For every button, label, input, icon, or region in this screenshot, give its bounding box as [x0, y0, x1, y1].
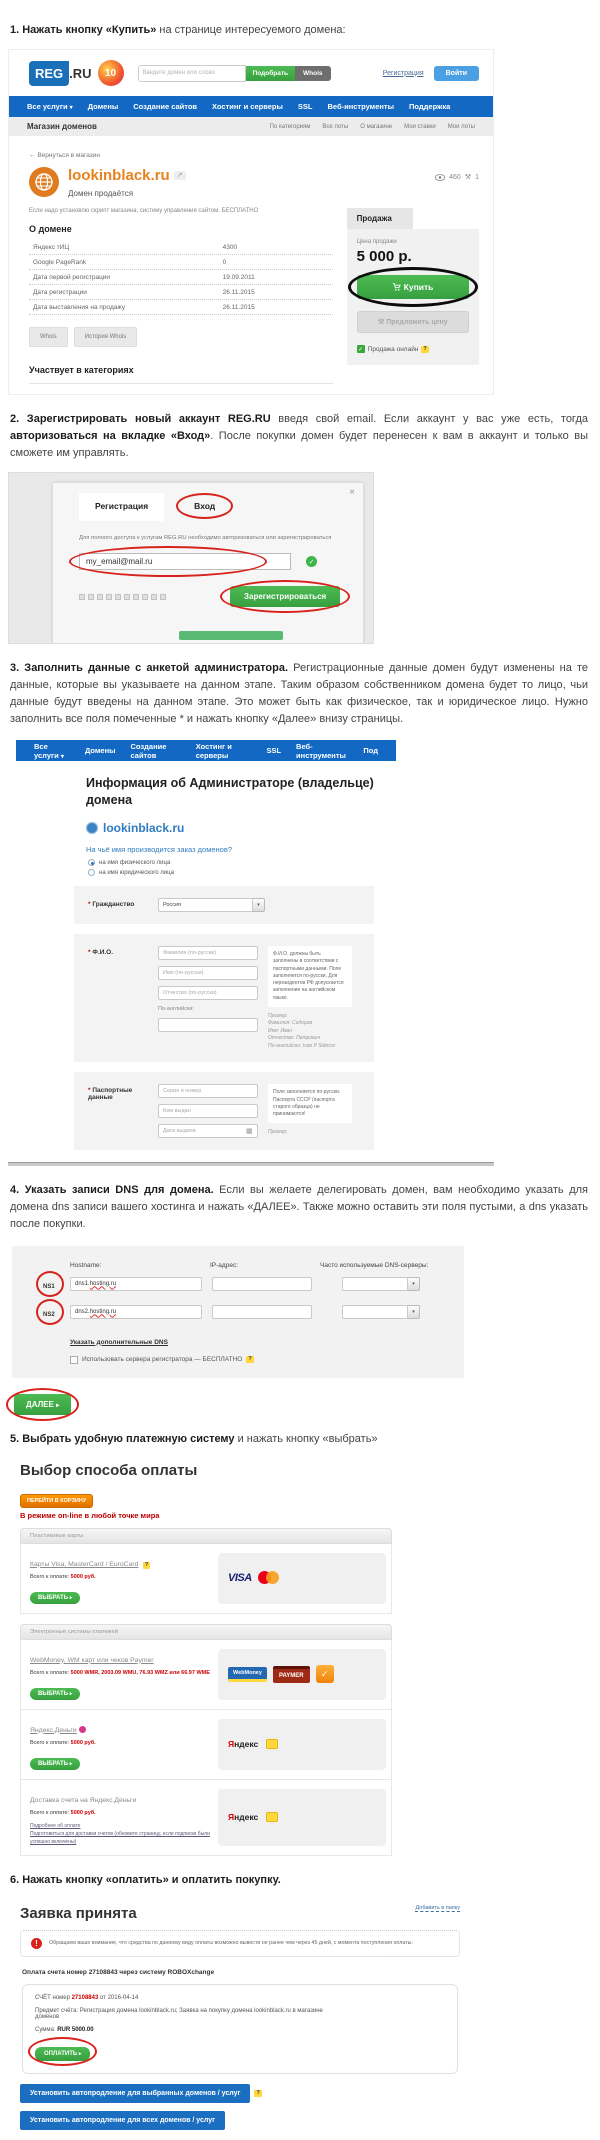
nav-site-builder[interactable]: Создание сайтов: [133, 102, 198, 112]
screenshot-order: [8, 1905, 590, 2130]
auth-info-text: Для полного доступа к услугам REG.RU необходимо авторизоваться или зарегистрироваться: [79, 535, 332, 542]
offer-price-button[interactable]: ⚒ Предложить цену: [357, 311, 469, 333]
invoice-number-line: СЧЁТ номер 27108843 от 2016-04-14: [35, 1994, 139, 2001]
main-nav: [16, 740, 396, 761]
pay-button[interactable]: ОПЛАТИТЬ ▸: [35, 2047, 90, 2061]
citizenship-select[interactable]: Россия ▾: [158, 898, 265, 912]
screenshot-payment: [8, 1462, 590, 1856]
step-1-text: 1. Нажать кнопку «Купить» на странице интересуемого домена:: [10, 24, 346, 36]
fio-help-text: Ф.И.О. должны быть заполнены в соответствии с паспортными данными. Поле заполняется по-русски. Для нерезидентов РФ допускается заполнение на английском языке.: [268, 946, 352, 1007]
anniversary-badge-icon: 10: [98, 60, 124, 86]
globe-icon: [29, 167, 59, 197]
total-amount: 5000 руб.: [70, 1739, 96, 1746]
search-input[interactable]: Введите домен или слово: [138, 65, 246, 82]
passport-help-text: Поле заполняется по-русски. Паспорта СССР (паспорта старого образца) не принимаются!: [268, 1084, 352, 1123]
question-badge-icon[interactable]: ?: [423, 345, 427, 352]
whois-info-button[interactable]: Whois: [29, 327, 68, 347]
yandex-money-link[interactable]: Яндекс.Деньги: [30, 1726, 77, 1734]
payment-heading: Выбор способа оплаты: [20, 1461, 198, 1479]
nav-web-tools[interactable]: Веб-инструменты: [327, 102, 394, 112]
group-e-payments: Электронные системы платежей: [20, 1624, 392, 1640]
choose-button[interactable]: ВЫБРАТЬ ▸: [30, 1592, 80, 1604]
auth-modal: [53, 483, 363, 643]
invoice-payment-heading: Оплата счета номер 27108843 через систему ROBOXchange: [22, 1968, 215, 1976]
regru-logo-ru: .RU: [69, 65, 92, 81]
back-to-shop-link[interactable]: ← Вернуться в магазин: [29, 152, 100, 160]
ns1-label: NS1: [43, 1283, 55, 1290]
arrow-right-icon: ▸: [69, 1691, 73, 1697]
online-sale-row: ✓ Продажа онлайн ?: [358, 345, 427, 353]
autorenew-selected-button[interactable]: Установить автопродление для выбранных доменов / услуг: [20, 2084, 250, 2103]
step-5-text: 5. Выбрать удобную платежную систему и нажать кнопку «выбрать»: [10, 1432, 378, 1445]
chevron-down-icon: ▾: [253, 898, 265, 912]
payment-details-link[interactable]: Подробнее об оплате: [30, 1822, 81, 1829]
nav-hosting[interactable]: Хостинг и серверы: [212, 102, 283, 112]
payment-item-invoice-delivery: Доставка счета на Яндекс.Деньги Всего к оплате: 5000 руб. Подробнее об оплате Подготовиться для доставки счетов (обновите страницу, если подписки были успешно включены) Яндекс: [20, 1780, 392, 1856]
table-row: Дата выставления на продажу 26.11.2015: [29, 300, 333, 315]
login-button[interactable]: Войти: [434, 66, 479, 81]
domain-search: [138, 65, 331, 82]
group-plastic-cards: Пластиковые карты: [20, 1528, 392, 1544]
dns-row-ns2: [40, 1303, 450, 1321]
price-label: Цена продажи: [356, 239, 397, 246]
invoice-delivery-label: Доставка счета на Яндекс.Деньги: [30, 1796, 137, 1804]
webmoney-link[interactable]: WebMoney, WM карт или чеков Paymer: [30, 1656, 154, 1664]
buy-button[interactable]: Купить: [357, 275, 469, 299]
total-amount: 5000 WMR, 2003.09 WMU, 76.93 WMZ или 66.97 WME: [70, 1669, 210, 1676]
paymer-logo: PAYMER: [273, 1666, 310, 1683]
shoplink-about[interactable]: О магазине: [360, 123, 393, 130]
step-2-text: 2. Зарегистрировать новый аккаунт REG.RU введя свой email. Если аккаунт у вас уже есть, тогда авторизоваться на вкладке «Вход». После покупки домен будет перенесен к вам в аккаунт и только вы сможете им управлять.: [10, 413, 588, 460]
order-accepted-heading: Заявка принята: [20, 1904, 137, 1922]
choose-button[interactable]: ВЫБРАТЬ ▸: [30, 1688, 80, 1700]
add-to-folder-link[interactable]: Добавить в папку: [415, 1904, 460, 1911]
cart-icon: [392, 283, 401, 291]
tab-login[interactable]: Вход: [190, 493, 219, 521]
question-badge-icon[interactable]: ?: [248, 1356, 252, 1363]
regru-logo: REG: [29, 61, 69, 86]
hammer-icon: ⚒: [377, 319, 385, 327]
register-button[interactable]: Зарегистрироваться: [230, 586, 340, 607]
yandex-logos: [218, 1719, 386, 1770]
screenshot-admin-form: [8, 740, 494, 1166]
mastercard-logo: [258, 1571, 280, 1585]
sale-price: 5 000 р.: [356, 248, 412, 266]
nav-all-services[interactable]: Все услуги ▾: [27, 102, 73, 112]
bids-count: 1: [475, 173, 479, 181]
radio-icon: [88, 859, 95, 866]
question-badge-icon[interactable]: ?: [144, 1561, 149, 1568]
passport-date-field[interactable]: Дата выдачи: [158, 1124, 258, 1138]
nav-domains[interactable]: Домены: [84, 746, 116, 756]
screenshot-register-modal: [8, 472, 374, 644]
payment-list: [20, 1528, 392, 1856]
nav-all-services[interactable]: Все услуги ▾: [34, 741, 64, 760]
background-button-fragment: [179, 631, 283, 640]
passport-example: Пример:: [268, 1129, 288, 1136]
email-field[interactable]: my_email@mail.ru: [79, 553, 291, 570]
ns2-ip-field[interactable]: [212, 1305, 312, 1319]
payment-subtitle: В режиме on-line в любой точке мира: [20, 1510, 160, 1520]
step-4-text: 4. Указать записи DNS для домена. Если вы желаете делегировать домен, вам необходимо указать для домена dns записи вашего хостинга и нажать «ДАЛЕЕ». Также можно оставить эти поля пустыми, а dns указать после покупки.: [10, 1184, 588, 1231]
payment-item-yandex-money: Яндекс.Деньги Всего к оплате: 5000 руб. ВЫБРАТЬ ▸ Яндекс: [20, 1710, 392, 1780]
arrow-right-icon: ▸: [78, 2051, 82, 2057]
nav-web-tools[interactable]: Веб-инструменты: [296, 741, 346, 760]
nav-ssl[interactable]: SSL: [297, 102, 313, 112]
radio-icon: [88, 869, 95, 876]
withdrawal-warning: ! Обращаем ваше внимание, что средства по данному виду оплаты возможно вывести не ранее чем через 45 дней, с момента поступления оплаты.: [20, 1930, 460, 1957]
passport-issuer-field[interactable]: Кем выдан: [158, 1104, 258, 1118]
invoice-box: [22, 1984, 458, 2074]
yandex-logo: Яндекс: [228, 1812, 259, 1823]
passport-block: * Паспортные данные Серия и номер Кем выдан Дата выдачи ▦ Поле заполняется по-русски. Паспорта СССР (паспорта старого образца) не принимаются! Пример:: [74, 1072, 374, 1150]
categories-heading: Участвует в категориях: [29, 365, 333, 384]
warning-icon: !: [31, 1938, 42, 1949]
ns2-common-select[interactable]: [342, 1305, 420, 1319]
go-to-cart-button[interactable]: ПЕРЕЙТИ В КОРЗИНУ: [20, 1494, 93, 1508]
about-domain-heading: О домене: [29, 224, 72, 235]
verified-badge-icon: ✓: [316, 1665, 334, 1683]
regru-header: [9, 50, 493, 96]
radio-individual[interactable]: на имя физического лица: [88, 859, 494, 866]
shoplink-my-bids[interactable]: Мои ставки: [404, 123, 436, 130]
external-link-icon[interactable]: ↗: [174, 171, 186, 180]
invoice-subject: Предмет счёта: Регистрация домена lookinblack.ru; Заявка на покупку домена lookinblack.ru в магазине доменов: [35, 2007, 323, 2020]
lastname-field[interactable]: Фамилия (по-русски): [158, 946, 258, 960]
step-6-text: 6. Нажать кнопку «оплатить» и оплатить покупку.: [10, 1873, 281, 1886]
domain-name: lookinblack.ru: [68, 167, 170, 185]
nav-domains[interactable]: Домены: [87, 102, 119, 112]
autorenew-all-button[interactable]: Установить автопродление для всех доменов / услуг: [20, 2111, 225, 2130]
ns1-hostname-field[interactable]: dns1.hosting.ru: [70, 1277, 202, 1291]
search-button[interactable]: Подобрать: [246, 66, 295, 81]
name-english-field[interactable]: [158, 1018, 258, 1032]
views-count: 460: [449, 173, 461, 181]
nav-ssl[interactable]: SSL: [266, 746, 282, 756]
yandex-logos: [218, 1789, 386, 1846]
visa-logo: VISA: [228, 1572, 252, 1585]
webmoney-logos: [218, 1649, 386, 1700]
table-row: Яндекс тИЦ 4300: [29, 240, 333, 255]
add-dns-link[interactable]: Указать дополнительные DNS: [70, 1338, 168, 1346]
seller-promo-text: Если надо установлю скрипт магазина, систему управления сайтом. БЕСПЛАТНО: [29, 208, 259, 215]
screenshot-domain-shop: [8, 49, 494, 395]
chevron-down-icon: ▾: [69, 105, 73, 112]
shop-subnav: [9, 117, 493, 136]
arrow-right-icon: ▸: [69, 1761, 73, 1767]
english-label: По-английски:: [158, 1006, 194, 1013]
whois-button[interactable]: Whois: [295, 66, 331, 81]
arrow-right-icon: ▸: [69, 1595, 73, 1601]
nav-support[interactable]: Поддержка: [409, 102, 451, 112]
ns1-common-select[interactable]: [342, 1277, 420, 1291]
domain-stats: [435, 167, 479, 181]
ns2-hostname-field[interactable]: dns2.hosting.ru: [70, 1305, 202, 1319]
eye-icon: [435, 174, 445, 181]
table-row: Google PageRank 0: [29, 255, 333, 270]
invoice-delivery-links: [30, 1822, 210, 1846]
yandex-money-icon: [79, 1726, 86, 1733]
next-button[interactable]: ДАЛЕЕ ▸: [14, 1394, 71, 1415]
total-amount: 5000 руб.: [70, 1573, 96, 1580]
close-icon[interactable]: ×: [349, 487, 355, 499]
invoice-amount: Сумма: RUR 5000.00: [35, 2026, 94, 2033]
calendar-icon[interactable]: ▦: [246, 1128, 253, 1136]
registrar-dns-checkbox-row: Использовать сервера регистратора — БЕСПЛАТНО ?: [70, 1356, 450, 1364]
valid-check-icon: ✓: [306, 556, 317, 567]
table-row: Дата первой регистрации 19.09.2011: [29, 270, 333, 285]
order-domain-name: lookinblack.ru: [103, 821, 185, 836]
radio-legal-entity[interactable]: на имя юридического лица: [88, 869, 494, 876]
passport-number-field[interactable]: Серия и номер: [158, 1084, 258, 1098]
domain-title-row: [29, 167, 479, 198]
shoplink-categories[interactable]: По категориям: [269, 123, 311, 130]
main-nav: [9, 96, 493, 117]
fio-block: * Ф.И.О. Фамилия (по-русски) Имя (по-русски) Отчество (по-русски) По-английски: Ф.И.О. должны быть заполнены в соответствии с паспортными данными. Поле заполняется по-русски. Для нерезидентов РФ допускается заполнение на английском языке. Пример: Фамилия: Сидоров Имя: Иван Отчество: Петрович По-английски: Ivan P Sidorov: [74, 934, 374, 1062]
step-3-text: 3. Заполнить данные с анкетой администратора. Регистрационные данные домен будут изменены на те данные, которые вы указываете на данном этапе. Таким образом собственником домена будет то лицо, чьи данные будут введены на данном этапе. Это может быть как физическое, так и юридическое лицо. Нужно заполнить все поля помеченные * и нажать кнопку «Далее» внизу страницы.: [10, 662, 588, 726]
webmoney-logo: WebMoney: [228, 1667, 267, 1682]
firstname-field[interactable]: Имя (по-русски): [158, 966, 258, 980]
sale-panel: [347, 208, 479, 384]
shop-title: Магазин доменов: [27, 122, 97, 132]
dns-headers: Hostname: IP-адрес: Часто используемые DNS-серверы:: [70, 1261, 429, 1269]
choose-button[interactable]: ВЫБРАТЬ ▸: [30, 1758, 80, 1770]
shoplink-my-lots[interactable]: Мои лоты: [447, 123, 475, 130]
nav-support-truncated[interactable]: Под: [363, 746, 378, 756]
card-logos: [218, 1553, 386, 1604]
table-row: Дата регистрации 26.11.2015: [29, 285, 333, 300]
middlename-field[interactable]: Отчество (по-русски): [158, 986, 258, 1000]
ns1-ip-field[interactable]: [212, 1277, 312, 1291]
register-link[interactable]: Регистрация: [382, 69, 424, 77]
payment-item-cards: Карты Visa, MasterCard / EuroCard ? Всего к оплате: 5000 руб. ВЫБРАТЬ ▸ VISA: [20, 1544, 392, 1614]
total-amount: 5000 руб.: [70, 1809, 96, 1816]
check-icon: ✓: [358, 346, 364, 353]
cards-link[interactable]: Карты Visa, MasterCard / EuroCard: [30, 1560, 139, 1568]
yandex-logo: Яндекс: [228, 1739, 259, 1750]
back-arrow-icon: ←: [29, 152, 36, 160]
shoplink-all-lots[interactable]: Все лоты: [322, 123, 349, 130]
domain-status: Домен продаётся: [68, 189, 134, 199]
admin-info-heading: Информация об Администраторе (владельце) домена: [86, 776, 374, 808]
globe-icon: [86, 822, 98, 834]
question-badge-icon[interactable]: ?: [256, 2089, 260, 2096]
order-name-question: На чьё имя производится заказ доменов?: [86, 845, 232, 855]
screenshot-scrollbar: [8, 1162, 494, 1166]
invoice-delivery-link[interactable]: Подготовиться для доставки счетов (обновите страницу, если подписки были успешно включены): [30, 1830, 210, 1845]
citizenship-block: * Гражданство Россия ▾: [74, 886, 374, 924]
fio-example: Пример: Фамилия: Сидоров Имя: Иван Отчество: Петрович По-английски: Ivan P Sidorov: [268, 1012, 336, 1049]
chevron-down-icon: ▾: [60, 753, 64, 760]
social-login-icons[interactable]: [79, 594, 166, 600]
screenshot-dns-form: [12, 1246, 590, 1415]
wallet-icon: [266, 1812, 278, 1822]
hammer-icon: ⚒: [464, 174, 472, 182]
chevron-down-icon: ▾: [408, 1277, 420, 1291]
nav-hosting[interactable]: Хостинг и серверы: [195, 741, 232, 760]
tab-registration[interactable]: Регистрация: [79, 493, 164, 521]
wallet-icon: [266, 1739, 278, 1749]
payment-item-webmoney: WebMoney, WM карт или чеков Paymer Всего к оплате: 5000 WMR, 2003.09 WMU, 76.93 WMZ или 66.97 WME ВЫБРАТЬ ▸ WebMoney PAYMER ✓: [20, 1640, 392, 1710]
chevron-down-icon: ▾: [408, 1305, 420, 1319]
ns2-label: NS2: [43, 1311, 55, 1318]
arrow-right-icon: ▸: [56, 1401, 60, 1409]
checkbox-icon[interactable]: [70, 1356, 78, 1364]
whois-history-button[interactable]: История Whois: [74, 327, 138, 347]
sale-tab[interactable]: Продажа: [347, 208, 413, 229]
dns-row-ns1: [40, 1275, 450, 1293]
nav-site-builder[interactable]: Создание сайтов: [130, 741, 167, 760]
step-1-bold: 1. Нажать кнопку «Купить»: [10, 24, 157, 36]
